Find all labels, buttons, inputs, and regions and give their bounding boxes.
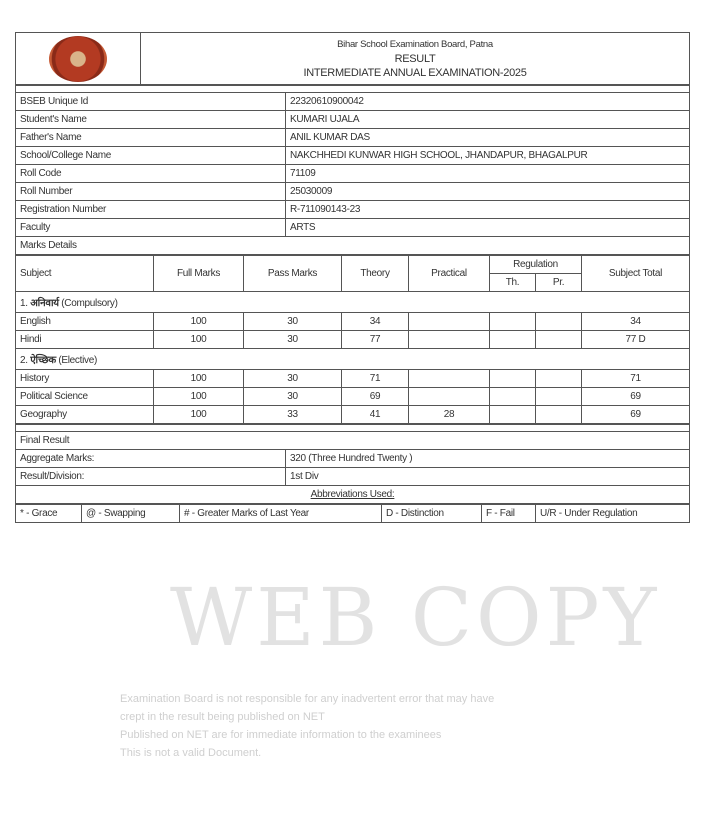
theory-marks: 69 bbox=[342, 388, 409, 406]
pass-marks: 30 bbox=[244, 388, 342, 406]
regulation-th bbox=[490, 406, 536, 424]
detail-row bbox=[16, 165, 690, 183]
detail-row bbox=[16, 129, 690, 147]
result-heading: RESULT bbox=[394, 52, 436, 65]
watermark-line: Examination Board is not responsible for any inadvertent error that may have bbox=[120, 693, 495, 705]
detail-row bbox=[16, 147, 690, 165]
aggregate-label: Aggregate Marks: bbox=[16, 450, 286, 468]
watermark-main: WEB COPY bbox=[170, 571, 661, 664]
regulation-pr bbox=[536, 313, 582, 331]
abbreviation-item: @ - Swapping bbox=[82, 505, 180, 523]
col-pass-marks: Pass Marks bbox=[244, 256, 342, 292]
bseb-seal-logo bbox=[49, 36, 107, 82]
subject-name: Geography bbox=[16, 406, 154, 424]
theory-marks: 77 bbox=[342, 331, 409, 349]
detail-label: Student's Name bbox=[16, 111, 286, 129]
abbreviations-title: Abbreviations Used: bbox=[310, 489, 395, 500]
result-sheet bbox=[15, 32, 690, 523]
detail-value: KUMARI UJALA bbox=[286, 111, 690, 129]
abbreviation-item: # - Greater Marks of Last Year bbox=[180, 505, 382, 523]
watermark-line: This is not a valid Document. bbox=[120, 747, 262, 759]
detail-label: Faculty bbox=[16, 219, 286, 237]
abbreviation-item: U/R - Under Regulation bbox=[536, 505, 690, 523]
pass-marks: 30 bbox=[244, 313, 342, 331]
detail-row bbox=[16, 111, 690, 129]
subject-total: 77 D bbox=[582, 331, 690, 349]
subject-total: 71 bbox=[582, 370, 690, 388]
detail-row bbox=[16, 201, 690, 219]
section-elective: 2. ऐच्छिक (Elective) bbox=[16, 349, 690, 370]
detail-label: Roll Number bbox=[16, 183, 286, 201]
col-practical: Practical bbox=[409, 256, 490, 292]
col-theory: Theory bbox=[342, 256, 409, 292]
watermark-line: crept in the result being published on NET bbox=[120, 711, 325, 723]
practical-marks bbox=[409, 331, 490, 349]
detail-row bbox=[16, 219, 690, 237]
subject-name: English bbox=[16, 313, 154, 331]
detail-value: 71109 bbox=[286, 165, 690, 183]
final-result-title: Final Result bbox=[16, 432, 690, 450]
marks-details-title: Marks Details bbox=[16, 237, 690, 255]
detail-label: Father's Name bbox=[16, 129, 286, 147]
title-cell bbox=[141, 33, 690, 85]
header-table bbox=[15, 32, 690, 85]
detail-row bbox=[16, 93, 690, 111]
pass-marks: 30 bbox=[244, 331, 342, 349]
subject-row bbox=[16, 388, 690, 406]
full-marks: 100 bbox=[154, 331, 244, 349]
details-table bbox=[15, 85, 690, 255]
regulation-th bbox=[490, 370, 536, 388]
section-compulsory: 1. अनिवार्य (Compulsory) bbox=[16, 292, 690, 313]
regulation-th bbox=[490, 388, 536, 406]
theory-marks: 34 bbox=[342, 313, 409, 331]
col-regulation: Regulation bbox=[490, 256, 582, 274]
marks-table bbox=[15, 255, 690, 424]
web-copy-watermark bbox=[0, 560, 710, 821]
col-subject-total: Subject Total bbox=[582, 256, 690, 292]
theory-marks: 41 bbox=[342, 406, 409, 424]
pass-marks: 33 bbox=[244, 406, 342, 424]
detail-label: BSEB Unique Id bbox=[16, 93, 286, 111]
abbreviation-item: F - Fail bbox=[482, 505, 536, 523]
practical-marks bbox=[409, 388, 490, 406]
detail-value: NAKCHHEDI KUNWAR HIGH SCHOOL, JHANDAPUR, BHAGALPUR bbox=[286, 147, 690, 165]
subject-total: 34 bbox=[582, 313, 690, 331]
subject-total: 69 bbox=[582, 388, 690, 406]
regulation-pr bbox=[536, 370, 582, 388]
subject-row bbox=[16, 313, 690, 331]
detail-value: ANIL KUMAR DAS bbox=[286, 129, 690, 147]
board-name: Bihar School Examination Board, Patna bbox=[337, 38, 493, 50]
practical-marks: 28 bbox=[409, 406, 490, 424]
subject-row bbox=[16, 331, 690, 349]
col-reg-th: Th. bbox=[490, 274, 536, 292]
regulation-pr bbox=[536, 406, 582, 424]
abbreviations-table bbox=[15, 504, 690, 523]
division-label: Result/Division: bbox=[16, 468, 286, 486]
practical-marks bbox=[409, 313, 490, 331]
abbreviation-item: D - Distinction bbox=[382, 505, 482, 523]
full-marks: 100 bbox=[154, 406, 244, 424]
detail-value: ARTS bbox=[286, 219, 690, 237]
col-full-marks: Full Marks bbox=[154, 256, 244, 292]
col-subject: Subject bbox=[16, 256, 154, 292]
theory-marks: 71 bbox=[342, 370, 409, 388]
regulation-th bbox=[490, 313, 536, 331]
subject-name: Political Science bbox=[16, 388, 154, 406]
subject-row bbox=[16, 370, 690, 388]
detail-value: 25030009 bbox=[286, 183, 690, 201]
detail-label: School/College Name bbox=[16, 147, 286, 165]
full-marks: 100 bbox=[154, 388, 244, 406]
logo-cell bbox=[16, 33, 141, 85]
subject-name: History bbox=[16, 370, 154, 388]
exam-name: INTERMEDIATE ANNUAL EXAMINATION-2025 bbox=[303, 66, 527, 79]
subject-name: Hindi bbox=[16, 331, 154, 349]
full-marks: 100 bbox=[154, 370, 244, 388]
aggregate-value: 320 (Three Hundred Twenty ) bbox=[286, 450, 690, 468]
regulation-th bbox=[490, 331, 536, 349]
final-table bbox=[15, 424, 690, 504]
watermark-line: Published on NET are for immediate information to the examinees bbox=[120, 729, 442, 741]
detail-value: 22320610900042 bbox=[286, 93, 690, 111]
regulation-pr bbox=[536, 388, 582, 406]
practical-marks bbox=[409, 370, 490, 388]
subject-total: 69 bbox=[582, 406, 690, 424]
subject-row bbox=[16, 406, 690, 424]
detail-label: Registration Number bbox=[16, 201, 286, 219]
pass-marks: 30 bbox=[244, 370, 342, 388]
abbreviation-item: * - Grace bbox=[16, 505, 82, 523]
regulation-pr bbox=[536, 331, 582, 349]
detail-row bbox=[16, 183, 690, 201]
detail-value: R-711090143-23 bbox=[286, 201, 690, 219]
full-marks: 100 bbox=[154, 313, 244, 331]
division-value: 1st Div bbox=[286, 468, 690, 486]
col-reg-pr: Pr. bbox=[536, 274, 582, 292]
detail-label: Roll Code bbox=[16, 165, 286, 183]
